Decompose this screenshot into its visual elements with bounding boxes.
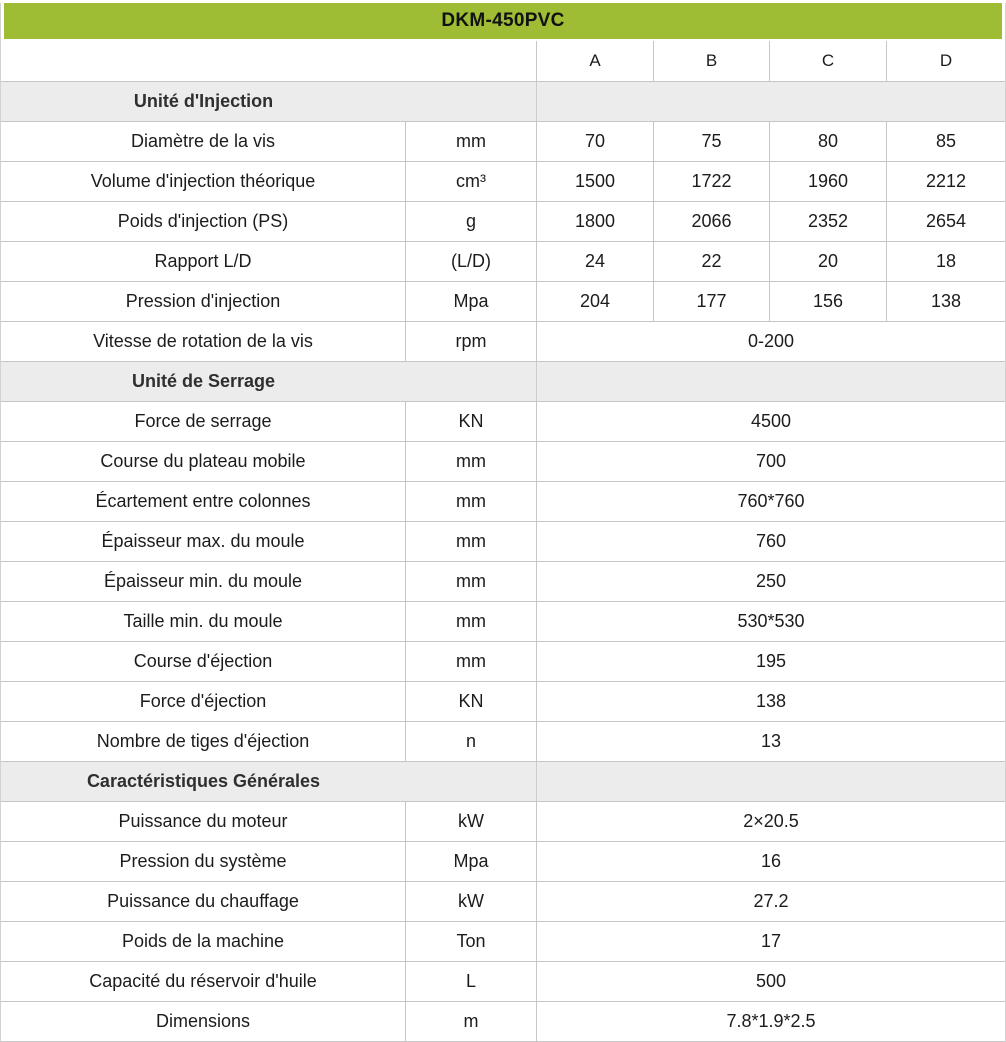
spec-row: [1, 1002, 1005, 1042]
column-header-b: B: [654, 41, 770, 81]
section-spacer-cell: [406, 362, 537, 401]
spec-unit: KN: [406, 682, 537, 721]
spec-value: 138: [930, 291, 962, 311]
spec-row: [1, 842, 1005, 882]
spec-unit: Mpa: [406, 842, 537, 881]
spec-value: 1500: [537, 162, 654, 201]
header-spacer-cell: [1, 41, 537, 81]
spec-row: [1, 882, 1005, 922]
section-header-row: [1, 362, 1005, 402]
section-header-row: [1, 82, 1005, 122]
spec-unit: (L/D): [406, 242, 537, 281]
spec-row: [1, 562, 1005, 602]
table-body: [1, 82, 1005, 1042]
spec-label: Course du plateau mobile: [1, 442, 406, 481]
spec-unit: KN: [406, 402, 537, 441]
spec-row: [1, 282, 1005, 322]
column-header-c: C: [770, 41, 887, 81]
spec-value: 20: [770, 242, 887, 281]
spec-value-merged: 760: [755, 531, 787, 551]
spec-value-merged: 0-200: [747, 331, 795, 351]
spec-unit: g: [406, 202, 537, 241]
spec-value: 24: [537, 242, 654, 281]
spec-value: 156: [770, 282, 887, 321]
spec-row: [1, 802, 1005, 842]
spec-row: [1, 922, 1005, 962]
spec-row: [1, 402, 1005, 442]
spec-row: [1, 242, 1005, 282]
spec-value-merged: 16: [760, 851, 782, 871]
spec-value: 2654: [925, 211, 967, 231]
column-header-a: A: [537, 41, 654, 81]
spec-unit: mm: [406, 122, 537, 161]
spec-unit: rpm: [406, 322, 537, 361]
spec-row: [1, 522, 1005, 562]
spec-value-merged: 700: [755, 451, 787, 471]
spec-value-merged: 250: [755, 571, 787, 591]
spec-label: Poids de la machine: [1, 922, 406, 961]
spec-unit: mm: [406, 482, 537, 521]
spec-value-merged: 4500: [750, 411, 792, 431]
spec-row: [1, 202, 1005, 242]
spec-row: [1, 722, 1005, 762]
spec-unit: kW: [406, 802, 537, 841]
spec-label: Pression du système: [1, 842, 406, 881]
table-title-bar: [4, 3, 1002, 39]
spec-value-merged: 27.2: [753, 891, 789, 911]
spec-value: 85: [935, 131, 957, 151]
spec-value: 1960: [770, 162, 887, 201]
spec-unit: mm: [406, 442, 537, 481]
spec-value-merged: 760*760: [737, 491, 805, 511]
spec-unit: Mpa: [406, 282, 537, 321]
section-title: Unité de Serrage: [131, 371, 276, 391]
spec-label: Épaisseur min. du moule: [1, 562, 406, 601]
spec-row: [1, 162, 1005, 202]
spec-value-merged: 500: [755, 971, 787, 991]
spec-value: 75: [654, 122, 770, 161]
spec-value-merged: 530*530: [737, 611, 805, 631]
spec-unit: cm³: [406, 162, 537, 201]
spec-label: Écartement entre colonnes: [1, 482, 406, 521]
spec-row: [1, 442, 1005, 482]
spec-value: 177: [654, 282, 770, 321]
spec-label: Rapport L/D: [1, 242, 406, 281]
section-spacer-cell: [406, 762, 537, 801]
spec-value-merged: 13: [760, 731, 782, 751]
spec-label: Course d'éjection: [1, 642, 406, 681]
section-title: Caractéristiques Générales: [86, 771, 321, 791]
spec-value: 2212: [925, 171, 967, 191]
spec-label: Nombre de tiges d'éjection: [1, 722, 406, 761]
spec-value-merged: 138: [755, 691, 787, 711]
spec-unit: mm: [406, 562, 537, 601]
spec-label: Capacité du réservoir d'huile: [1, 962, 406, 1001]
section-fill-cell: [537, 762, 1005, 801]
spec-row: [1, 962, 1005, 1002]
spec-value: 18: [935, 251, 957, 271]
section-title: Unité d'Injection: [133, 91, 274, 111]
spec-label: Dimensions: [1, 1002, 406, 1041]
spec-unit: mm: [406, 602, 537, 641]
spec-label: Puissance du chauffage: [1, 882, 406, 921]
section-fill-cell: [537, 82, 1005, 121]
spec-unit: L: [406, 962, 537, 1001]
spec-table: [0, 3, 1006, 1042]
spec-label: Volume d'injection théorique: [1, 162, 406, 201]
spec-label: Pression d'injection: [1, 282, 406, 321]
spec-label: Force d'éjection: [1, 682, 406, 721]
spec-value-merged: 7.8*1.9*2.5: [726, 1011, 816, 1031]
spec-label: Poids d'injection (PS): [1, 202, 406, 241]
spec-value: 204: [537, 282, 654, 321]
spec-value: 80: [770, 122, 887, 161]
spec-unit: Ton: [406, 922, 537, 961]
spec-value: 70: [537, 122, 654, 161]
spec-row: [1, 602, 1005, 642]
spec-value: 22: [654, 242, 770, 281]
column-header-d: D: [939, 51, 953, 70]
spec-value: 2352: [770, 202, 887, 241]
spec-label: Force de serrage: [1, 402, 406, 441]
section-spacer-cell: [406, 82, 537, 121]
column-header-row: [1, 41, 1005, 82]
spec-label: Diamètre de la vis: [1, 122, 406, 161]
spec-value: 1722: [654, 162, 770, 201]
spec-value-merged: 17: [760, 931, 782, 951]
section-header-row: [1, 762, 1005, 802]
spec-unit: mm: [406, 642, 537, 681]
spec-row: [1, 682, 1005, 722]
spec-label: Vitesse de rotation de la vis: [1, 322, 406, 361]
spec-unit: mm: [406, 522, 537, 561]
spec-label: Taille min. du moule: [1, 602, 406, 641]
spec-row: [1, 482, 1005, 522]
spec-unit: n: [406, 722, 537, 761]
section-fill-cell: [537, 362, 1005, 401]
spec-value: 1800: [537, 202, 654, 241]
spec-value-merged: 195: [755, 651, 787, 671]
spec-label: Épaisseur max. du moule: [1, 522, 406, 561]
spec-value-merged: 2×20.5: [743, 811, 799, 831]
spec-row: [1, 322, 1005, 362]
spec-unit: m: [406, 1002, 537, 1041]
spec-value: 2066: [654, 202, 770, 241]
model-title: DKM-450PVC: [441, 10, 565, 31]
spec-row: [1, 122, 1005, 162]
spec-row: [1, 642, 1005, 682]
spec-unit: kW: [406, 882, 537, 921]
spec-label: Puissance du moteur: [1, 802, 406, 841]
